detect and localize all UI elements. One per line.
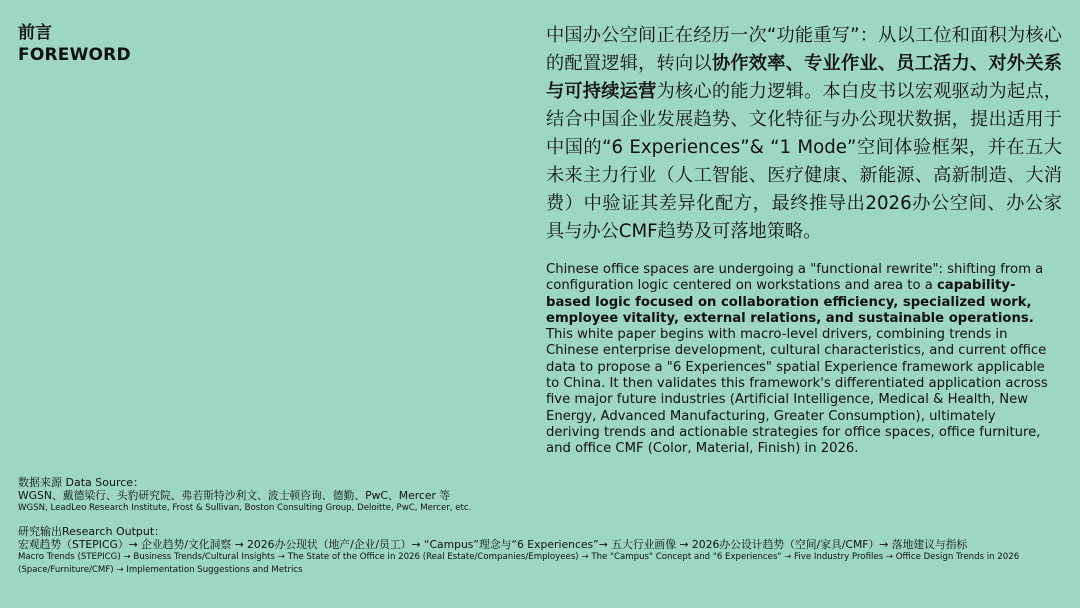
page-heading [18,22,131,66]
heading-en: FOREWORD [18,45,131,65]
data-source-label: 数据来源 Data Source： [18,476,145,489]
foreword-zh-text-1: 中国办公空间正在经历一次“功能重写”：从以工位和面积为核心的配置逻辑，转向以 [546,25,1062,74]
foreword-chinese-paragraph [546,22,1062,246]
data-source-zh: WGSN、戴德梁行、头豹研究院、弗若斯特沙利文、波士顿咨询、德勤、PwC、Mercer 等 [18,489,451,502]
research-output-label: 研究输出Research Output： [18,525,166,538]
foreword-en-text-2: This white paper begins with macro-level drivers, combining trends in Chinese enterprise development, cultural characteristics, and current office data to propose a "6 Experiences" spatial Experience framework applicable to China. It then validates this framework's differentiated application across five major future industries (Artificial Intelligence, Medical & Health, New Energy, Advanced Manufacturing, Greater Consumption), ultimately deriving trends and actionable strategies for office spaces, office furniture, and office CMF (Color, Material, Finish) in 2026. [546,327,1048,457]
research-output-en: Macro Trends (STEPICG) → Business Trends/Cultural Insights → The State of the Office in 2026 (Real Estate/Companies/Employees) → The "Campus" Concept and "6 Experiences" → Five Industry Profiles → Office Design Trends in 2026 (Space/Furniture/CMF) → Implementation Suggestions and Metrics [18,552,1020,575]
foreword-zh-text-2: 为核心的能力逻辑。本白皮书以宏观驱动为起点，结合中国企业发展趋势、文化特征与办公现状数据，提出适用于中国的“6 Experiences”& “1 Mode”空间体验框架，并在五大未来主力行业（人工智能、医疗健康、新能源、高新制造、大消费）中验证其差异化配方，最终推导出2026办公空间、办公家具与办公CMF趋势及可落地策略。 [546,81,1062,242]
foreword-zh-bold-text: 协作效率、专业作业、员工活力、对外关系与可持续运营 [546,53,1062,102]
foreword-en-bold-text: capability-based logic focused on collaboration efficiency, specialized work, employee vitality, external relations, and sustainable operations. [546,278,1034,326]
heading-zh: 前言 [18,23,52,43]
research-output-zh: 宏观趋势（STEPICG）→ 企业趋势/文化洞察 → 2026办公现状（地产/企业/员工）→ “Campus”理念与“6 Experiences”→ 五大行业画像 → 2026办公设计趋势（空间/家具/CMF）→ 落地建议与指标 [18,538,968,551]
foreword-english-paragraph [546,262,1051,458]
spacer [18,515,1058,525]
data-source-en: WGSN, LeadLeo Research Institute, Frost & Sullivan, Boston Consulting Group, Deloitte, PwC, Mercer, etc. [18,503,472,513]
sources-block [18,476,1058,577]
foreword-en-text-1: Chinese office spaces are undergoing a "functional rewrite": shifting from a configuration logic centered on workstations and area to a [546,262,1044,294]
